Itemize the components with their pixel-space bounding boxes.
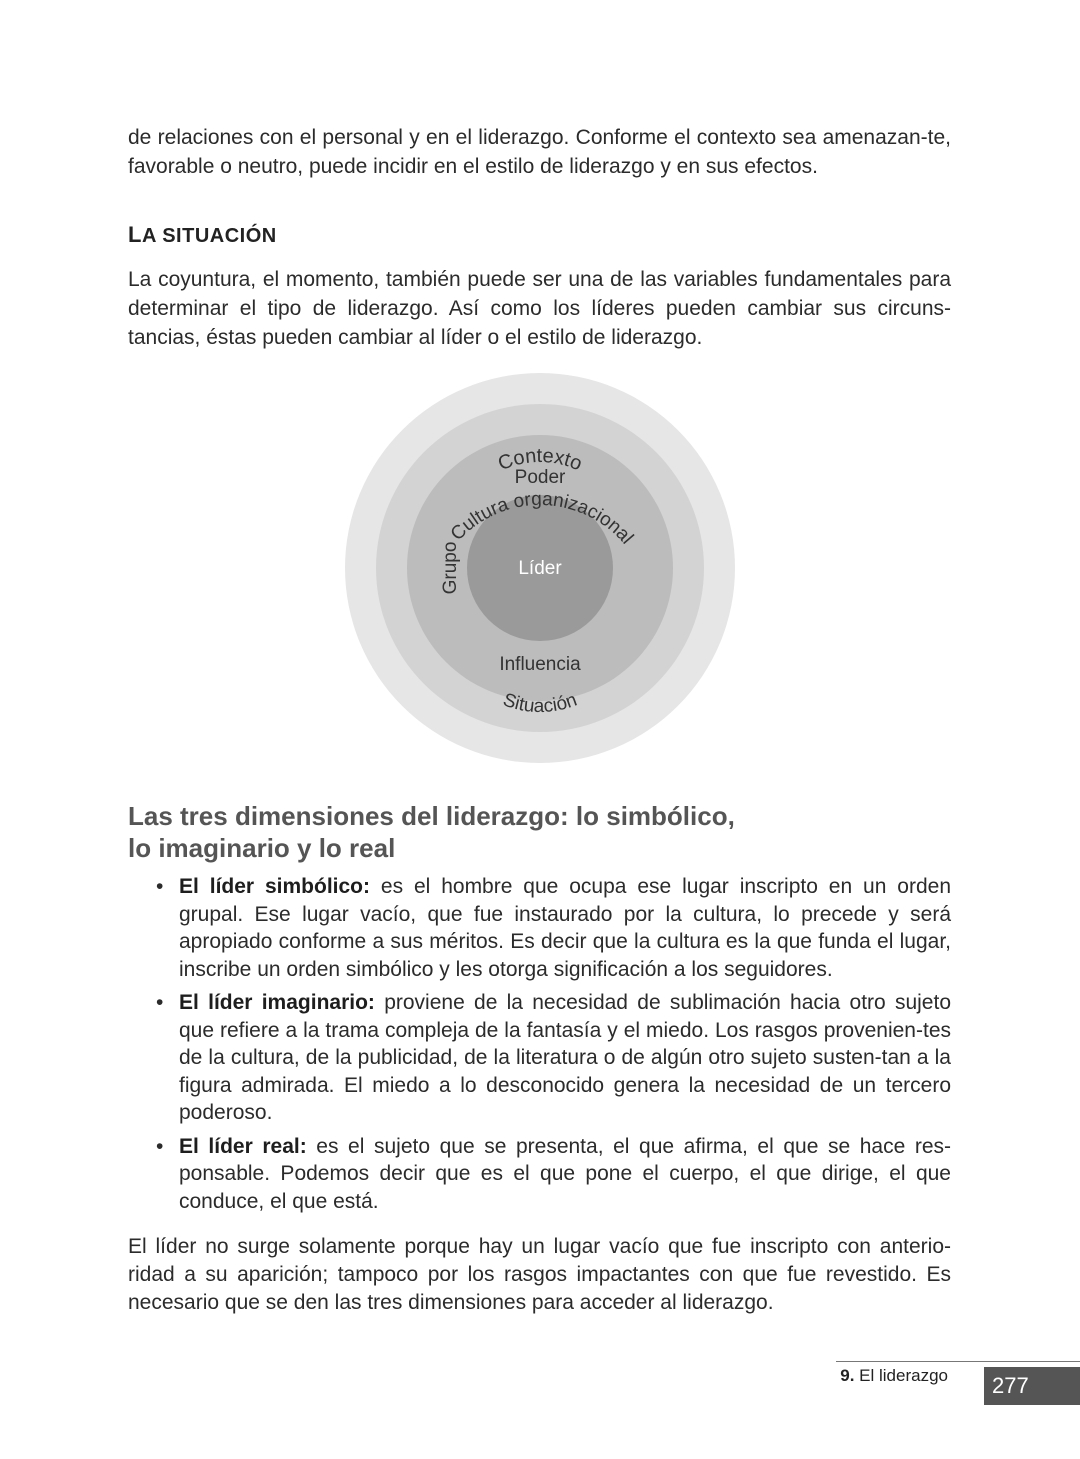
dimensions-list [128,873,951,1221]
desc-simbolico: es el hombre que ocupa ese lugar inscripto en un orden grupal. Ese lugar vacío, que fue instaurado por la cultura, lo precede y será apropiado conforme a sus méritos. Es decir que la cultura es la que funda el lugar, inscribe un orden simbólico y les otorga significación a los seguidores. [179,875,951,981]
label-lider: Líder [518,558,562,579]
dimensions-heading-line1: Las tres dimensiones del liderazgo: lo simbólico, [128,801,735,831]
label-grupo: Grupo [440,541,461,595]
list-item-imaginario [128,989,951,1127]
term-real: El líder real: [179,1134,307,1158]
list-item-real [128,1133,951,1216]
term-simbolico: El líder simbólico: [179,875,370,898]
chapter-label [840,1366,948,1386]
label-influencia: Influencia [499,654,581,675]
intro-paragraph: de relaciones con el personal y en el liderazgo. Conforme el contexto sea amenazan-te, favorable o neutro, puede incidir en el estilo de liderazgo y en sus efectos. [128,126,951,178]
term-imaginario: El líder imaginario: [179,991,375,1014]
list-item-simbolico [128,873,951,983]
leadership-rings-diagram [340,370,740,770]
bullet-dot-icon: • [156,875,164,898]
label-poder: Poder [514,467,566,488]
dimensions-heading-line2: lo imaginario y lo real [128,833,396,863]
dimensions-heading [128,800,951,864]
label-situacion: Situación [500,689,580,718]
label-contexto: Contexto [495,444,586,476]
bullet-dot-icon: • [156,1134,164,1158]
desc-imaginario: proviene de la necesidad de sublimación hacia otro sujeto que refiere a la trama compleja de la fantasía y el miedo. Los rasgos provenien-tes de la cultura, de la publicidad, de la literatura o de algún otro sujeto susten-tan a la figura admirada. El miedo a lo desconocido genera la necesidad de un tercero poderoso. [179,991,952,1124]
bullet-dot-icon: • [156,991,164,1014]
closing-paragraph: El líder no surge solamente porque hay un lugar vacío que fue inscripto con anterio-ridad a su aparición; tampoco por los rasgos impactantes con que fue revestido. Es necesario que se den las tres dimensiones para acceder al liderazgo. [128,1235,951,1314]
section-title-rest: A SITUACIÓN [141,225,277,247]
section-paragraph: La coyuntura, el momento, también puede ser una de las variables fundamentales para determinar el tipo de liderazgo. Así como los líderes pueden cambiar sus circuns-tancias, éstas pueden cambiar al líder o el estilo de liderazgo. [128,268,951,349]
page-number: 277 [984,1367,1080,1405]
section-title [128,222,277,248]
footer-divider [836,1361,1080,1362]
chapter-title: El liderazgo [854,1366,948,1385]
section-title-initial: L [128,222,142,247]
desc-real: es el sujeto que se presenta, el que afirma, el que se hace res-ponsable. Podemos decir que es el que pone el cuerpo, el que dirige, el que conduce, el que está. [179,1134,951,1213]
label-cultura-organizacional: Cultura organizacional [446,488,638,549]
chapter-number: 9. [840,1366,855,1385]
